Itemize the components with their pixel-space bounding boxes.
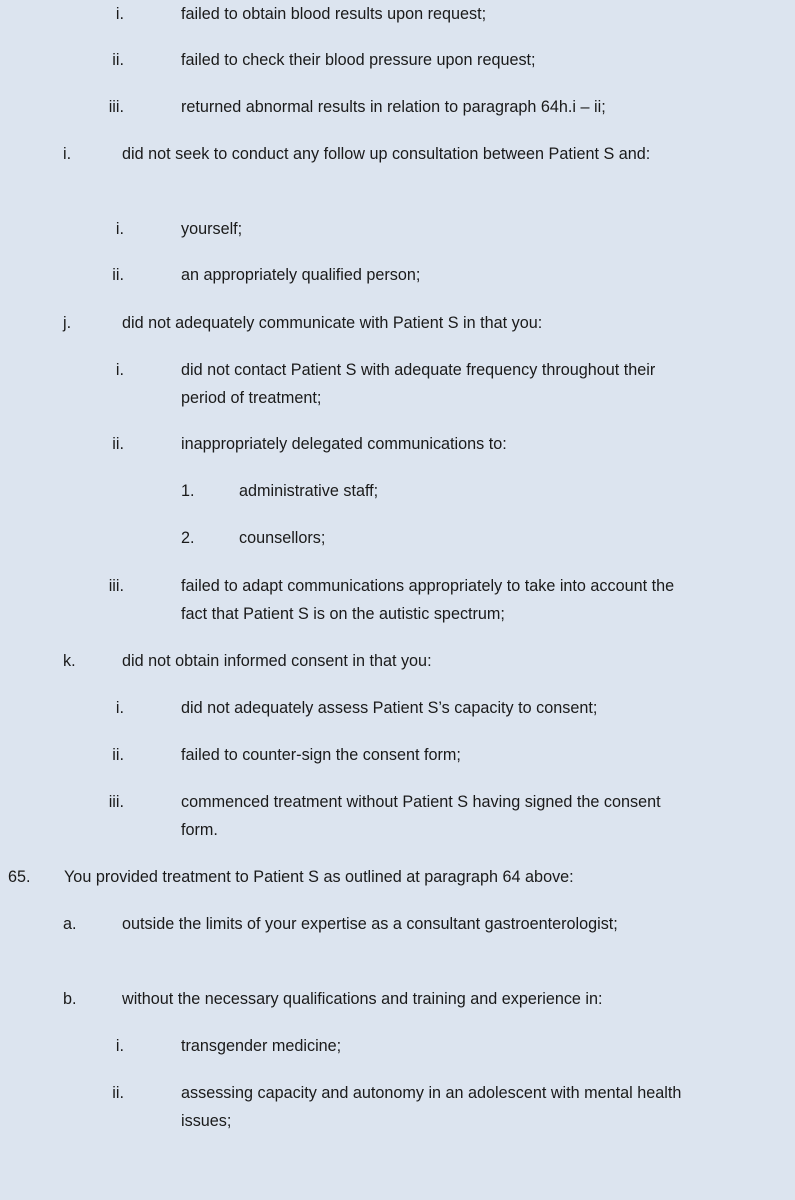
clause-text: failed to obtain blood results upon request; — [181, 5, 487, 23]
clause-marker: i. — [115, 361, 124, 379]
clause-text: administrative staff; — [239, 482, 379, 500]
clause-text: commenced treatment without Patient S having signed the consent form. — [181, 793, 661, 839]
clause-marker: i. — [63, 145, 72, 163]
clause-text: failed to counter-sign the consent form; — [181, 746, 461, 764]
clause-text: outside the limits of your expertise as a consultant gastroenterologist; — [122, 915, 618, 933]
clause-marker: i. — [115, 5, 124, 23]
clause-marker: ii. — [112, 435, 124, 453]
clause-text: yourself; — [181, 220, 243, 238]
clause-marker: ii. — [112, 266, 124, 284]
clause-marker: 2. — [181, 529, 195, 547]
clause-text: assessing capacity and autonomy in an adolescent with mental health issues; — [181, 1084, 682, 1130]
clause-marker: iii. — [108, 577, 124, 595]
clause-text: did not seek to conduct any follow up consultation between Patient S and: — [122, 145, 651, 163]
clause-marker: ii. — [112, 746, 124, 764]
clause-text: without the necessary qualifications and training and experience in: — [122, 990, 603, 1008]
clause-text: counsellors; — [239, 529, 326, 547]
clause-text: did not adequately communicate with Patient S in that you: — [122, 314, 543, 332]
clause-text: did not contact Patient S with adequate frequency throughout their period of treatment; — [181, 361, 656, 407]
clause-text: returned abnormal results in relation to paragraph 64h.i – ii; — [181, 98, 606, 116]
clause-marker: b. — [63, 990, 77, 1008]
paragraph-text: You provided treatment to Patient S as outlined at paragraph 64 above: — [64, 868, 574, 886]
clause-text: an appropriately qualified person; — [181, 266, 421, 284]
clause-marker: ii. — [112, 1084, 124, 1102]
clause-marker: 1. — [181, 482, 195, 500]
clause-marker: i. — [115, 699, 124, 717]
clause-text: did not adequately assess Patient S’s capacity to consent; — [181, 699, 598, 717]
clause-text: inappropriately delegated communications to: — [181, 435, 507, 453]
clause-text: did not obtain informed consent in that you: — [122, 652, 432, 670]
clause-marker: i. — [115, 1037, 124, 1055]
paragraph-number: 65. — [8, 868, 31, 886]
clause-marker: i. — [115, 220, 124, 238]
clause-marker: a. — [63, 915, 77, 933]
clause-text: failed to adapt communications appropriately to take into account the fact that Patient S is on the autistic spectrum; — [181, 577, 675, 623]
clause-text: transgender medicine; — [181, 1037, 342, 1055]
clause-marker: k. — [63, 652, 76, 670]
clause-marker: iii. — [108, 98, 124, 116]
clause-marker: j. — [63, 314, 72, 332]
clause-marker: ii. — [112, 51, 124, 69]
clause-text: failed to check their blood pressure upon request; — [181, 51, 536, 69]
clause-marker: iii. — [108, 793, 124, 811]
